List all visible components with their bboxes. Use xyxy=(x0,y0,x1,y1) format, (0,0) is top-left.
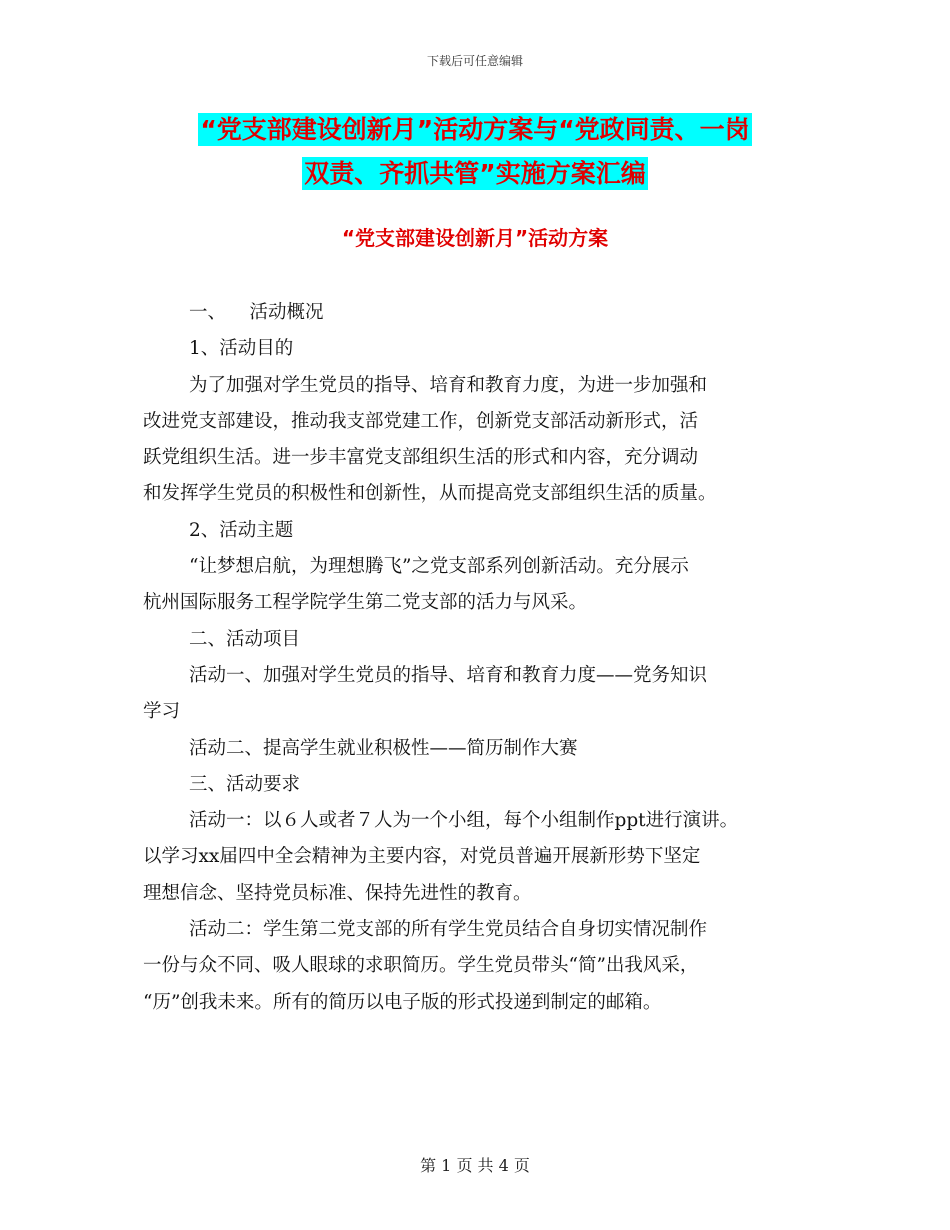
document-title-line-1 xyxy=(0,112,950,148)
subheading-theme: 2、活动主题 xyxy=(189,519,294,541)
document-title-text-2: 双责、齐抓共管”实施方案汇编 xyxy=(304,159,646,188)
paragraph-line: 活动二：学生第二党支部的所有学生党员结合自身切实情况制作 xyxy=(189,919,708,941)
paragraph-line: 学习 xyxy=(143,701,181,723)
paragraph-line: 改进党支部建设，推动我支部党建工作，创新党支部活动新形式，活 xyxy=(143,410,699,432)
header-note: 下载后可任意编辑 xyxy=(426,54,523,68)
paragraph-line: “历”创我未来。所有的简历以电子版的形式投递到制定的邮箱。 xyxy=(143,991,662,1013)
paragraph-line: 理想信念、坚持党员标准、保持先进性的教育。 xyxy=(143,882,532,904)
subheading-purpose: 1、活动目的 xyxy=(189,338,294,360)
heading-3: 三、活动要求 xyxy=(189,773,301,795)
document-body xyxy=(143,295,823,1021)
heading-1: 一、 活动概况 xyxy=(189,302,324,323)
paragraph-line: 活动一：以６人或者７人为一个小组，每个小组制作ppt进行演讲。 xyxy=(189,810,739,832)
paragraph-line: 杭州国际服务工程学院学生第二党支部的活力与风采。 xyxy=(143,592,588,614)
section-title: “党支部建设创新月”活动方案 xyxy=(341,226,609,250)
paragraph-line: 一份与众不同、吸人眼球的求职简历。学生党员带头“简”出我风采， xyxy=(143,955,699,977)
paragraph-line: 以学习xx届四中全会精神为主要内容，对党员普遍开展新形势下坚定 xyxy=(143,846,701,868)
heading-2: 二、活动项目 xyxy=(189,628,301,650)
paragraph-line: “让梦想启航，为理想腾飞”之党支部系列创新活动。充分展示 xyxy=(189,556,689,578)
paragraph-line: 为了加强对学生党员的指导、培育和教育力度，为进一步加强和 xyxy=(189,374,708,396)
document-title-line-2 xyxy=(0,156,950,192)
paragraph-line: 活动二、提高学生就业积极性——简历制作大赛 xyxy=(189,737,578,759)
paragraph-line: 跃党组织生活。进一步丰富党支部组织生活的形式和内容，充分调动 xyxy=(143,447,699,469)
paragraph-line: 活动一、加强对学生党员的指导、培育和教育力度——党务知识 xyxy=(189,664,708,686)
paragraph-line: 和发挥学生党员的积极性和创新性，从而提高党支部组织生活的质量。 xyxy=(143,483,717,505)
document-title-text-1: “党支部建设创新月”活动方案与“党政同责、一岗 xyxy=(200,115,750,144)
page-number: 第 1 页 共 4 页 xyxy=(420,1156,530,1175)
